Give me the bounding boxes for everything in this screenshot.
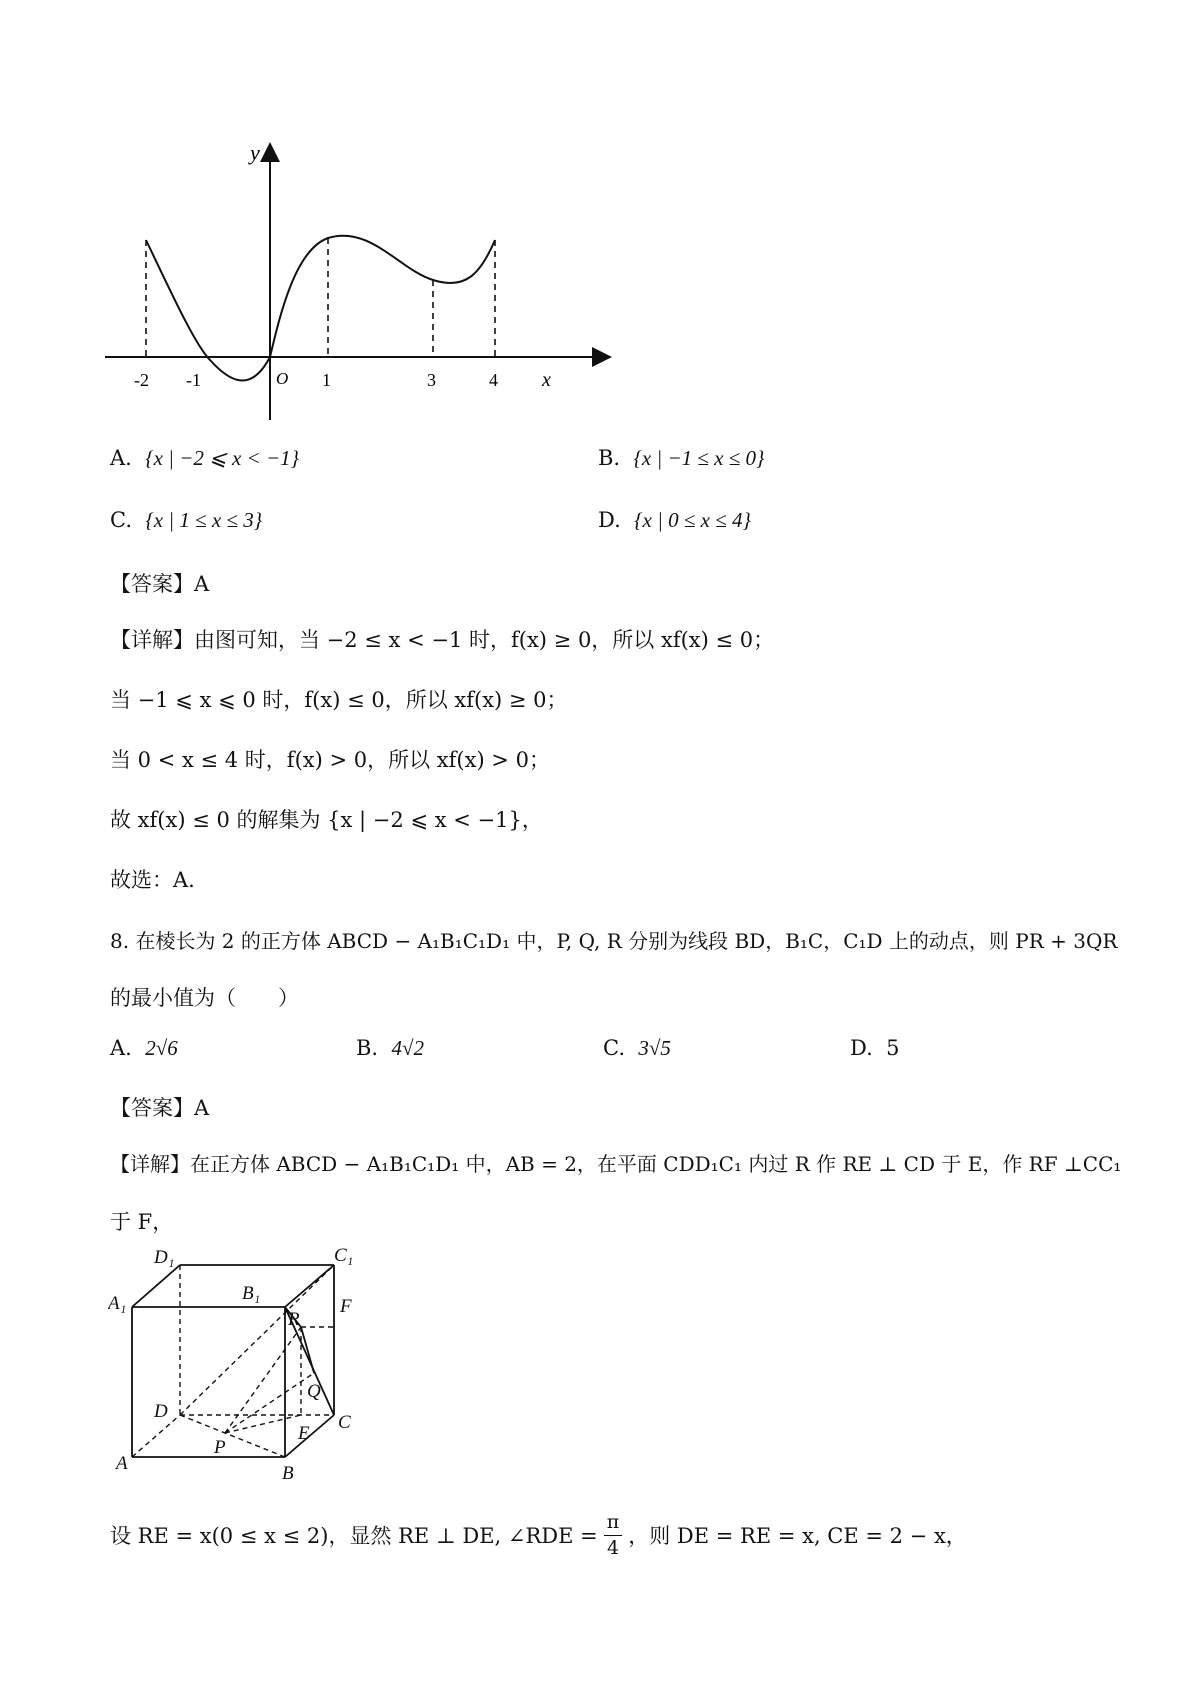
q8-option-a: A. 2√6 xyxy=(110,1036,178,1060)
x-axis-label: x xyxy=(542,369,551,391)
final-line-part1: 设 RE = x(0 ≤ x ≤ 2)，显然 RE ⊥ DE, ∠RDE = xyxy=(110,1524,598,1548)
function-curve xyxy=(146,236,495,381)
vertex-label: B xyxy=(282,1463,294,1484)
tick-label: 1 xyxy=(322,370,331,390)
q7-option-c: C. {x | 1 ≤ x ≤ 3} xyxy=(110,508,263,532)
tick-label: -1 xyxy=(186,370,201,390)
tick-label: 3 xyxy=(427,370,436,390)
cube-diagram xyxy=(108,1245,378,1485)
tick-label: 4 xyxy=(489,370,498,390)
tick-label: -2 xyxy=(134,370,149,390)
q7-detail-line: 当 0 < x ≤ 4 时，f(x) > 0，所以 xf(x) > 0； xyxy=(110,748,550,772)
q7-option-a: A. {x | −2 ⩽ x < −1} xyxy=(110,446,300,470)
q7-option-d: D. {x | 0 ≤ x ≤ 4} xyxy=(598,508,751,532)
q8-stem-line: 的最小值为（ ） xyxy=(110,986,299,1010)
function-graph xyxy=(100,140,620,430)
segment-d-b xyxy=(180,1415,285,1457)
q8-stem-line: 8. 在棱长为 2 的正方体 ABCD − A₁B₁C₁D₁ 中，P, Q, R 分别为线段 BD，B₁C，C₁D 上的动点，则 PR + 3QR xyxy=(110,929,1118,953)
vertex-label: C₁ xyxy=(334,1245,354,1266)
edge-b1-c1 xyxy=(285,1265,334,1307)
edge-a1-d1 xyxy=(132,1265,180,1307)
q8-option-b: B. 4√2 xyxy=(356,1036,424,1060)
vertex-label: A xyxy=(116,1453,128,1474)
q8-option-d: D. 5 xyxy=(850,1036,900,1060)
origin-label: O xyxy=(276,369,289,388)
q8-detail-line: 于 F， xyxy=(110,1210,174,1234)
q8-detail-line: 【详解】在正方体 ABCD − A₁B₁C₁D₁ 中，AB = 2，在平面 CDD₁C₁ 内过 R 作 RE ⊥ CD 于 E，作 RF ⊥CC₁ xyxy=(110,1152,1122,1176)
q8-final-line xyxy=(110,1500,967,1570)
vertex-label: A₁ xyxy=(108,1293,127,1314)
q7-detail-line: 【详解】由图可知，当 −2 ≤ x < −1 时，f(x) ≥ 0，所以 xf(x) ≤ 0； xyxy=(110,628,775,652)
pi-over-4-fraction: $\frac{\pi}{4}$ xyxy=(604,1513,623,1558)
final-line-part2: ，则 DE = RE = x, CE = 2 − x， xyxy=(628,1524,967,1548)
vertex-label: P xyxy=(214,1437,226,1458)
vertex-label: R xyxy=(288,1309,300,1330)
vertex-label: F xyxy=(340,1296,352,1317)
q8-option-c: C. 3√5 xyxy=(603,1036,671,1060)
q8-answer: 【答案】A xyxy=(110,1096,210,1120)
vertex-label: D xyxy=(154,1401,168,1422)
q7-detail-line: 故 xf(x) ≤ 0 的解集为 {x | −2 ⩽ x < −1}， xyxy=(110,808,543,832)
vertex-label: B₁ xyxy=(242,1283,261,1304)
q7-detail-line: 故选：A. xyxy=(110,868,195,892)
vertex-label: Q xyxy=(307,1381,321,1402)
q7-detail-line: 当 −1 ⩽ x ⩽ 0 时，f(x) ≤ 0，所以 xf(x) ≥ 0； xyxy=(110,688,568,712)
vertex-label: E xyxy=(298,1423,310,1444)
vertex-label: D₁ xyxy=(154,1247,175,1268)
vertex-label: C xyxy=(338,1412,351,1433)
segment-r-q xyxy=(301,1327,314,1373)
y-axis-label: y xyxy=(250,140,260,165)
q7-answer: 【答案】A xyxy=(110,572,210,596)
q7-option-b: B. {x | −1 ≤ x ≤ 0} xyxy=(598,446,765,470)
